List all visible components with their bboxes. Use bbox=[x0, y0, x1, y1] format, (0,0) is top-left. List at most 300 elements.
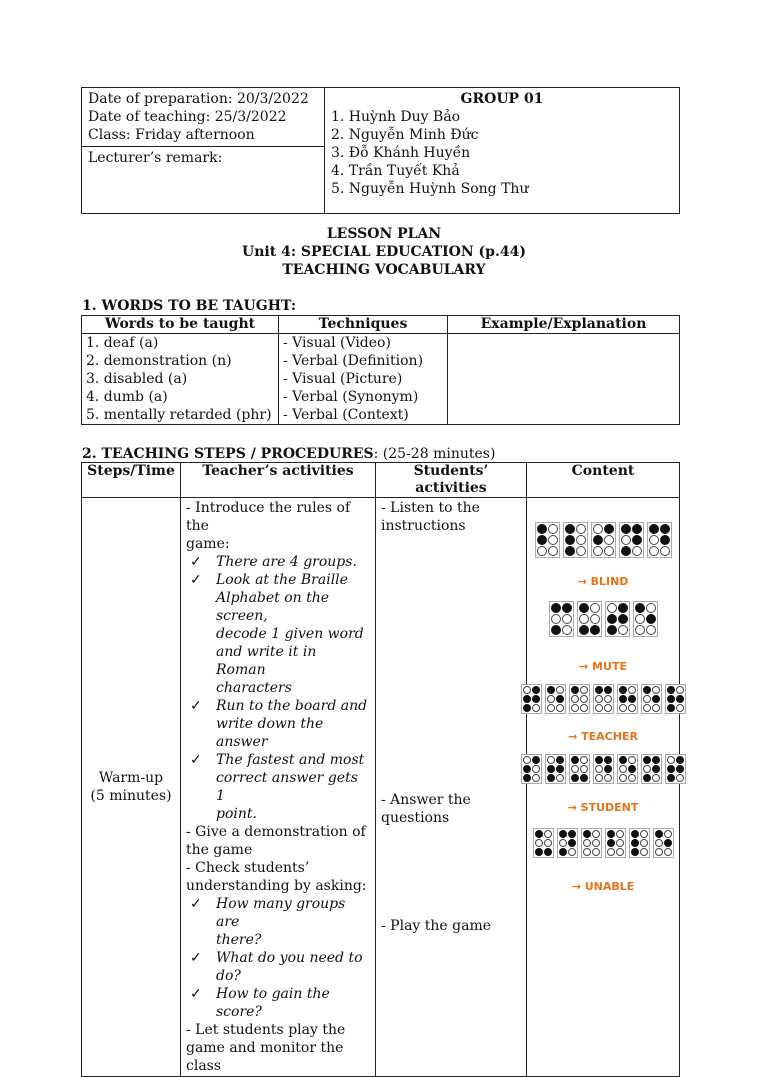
check-icon: ✓ bbox=[190, 752, 202, 768]
word-item: 3. disabled (a) bbox=[86, 371, 188, 387]
steps-table bbox=[81, 462, 680, 1077]
rule-text: correct answer gets 1 bbox=[216, 770, 358, 804]
question-item bbox=[186, 949, 370, 985]
braille-dot bbox=[667, 695, 675, 703]
demo-line: the game bbox=[186, 842, 253, 858]
braille-dot bbox=[616, 839, 624, 847]
word-item: 2. demonstration (n) bbox=[86, 353, 232, 369]
braille-dot bbox=[604, 686, 612, 694]
answer-unable: → UNABLE bbox=[571, 880, 635, 893]
check-icon: ✓ bbox=[190, 986, 202, 1002]
answer-line: questions bbox=[381, 810, 450, 826]
braille-dot bbox=[579, 614, 589, 624]
words-list bbox=[82, 334, 279, 425]
braille-cell bbox=[653, 828, 674, 858]
braille-dot bbox=[676, 695, 684, 703]
braille-dot bbox=[576, 524, 586, 534]
braille-dot bbox=[652, 774, 660, 782]
braille-dot bbox=[643, 704, 651, 712]
braille-dot bbox=[619, 695, 627, 703]
demo-line: - Give a demonstration of bbox=[186, 824, 366, 840]
rule-text: Look at the Braille bbox=[216, 572, 348, 588]
braille-dot bbox=[556, 686, 564, 694]
braille-dot bbox=[535, 848, 543, 856]
braille-dot bbox=[568, 839, 576, 847]
braille-cell bbox=[617, 684, 638, 714]
rule-text: point. bbox=[216, 806, 257, 822]
braille-dot bbox=[652, 765, 660, 773]
braille-cell bbox=[593, 754, 614, 784]
braille-cell bbox=[591, 522, 616, 558]
rule-text: decode 1 given word bbox=[216, 626, 364, 642]
braille-dot bbox=[544, 839, 552, 847]
braille-dot bbox=[618, 603, 628, 613]
steps-header: Steps/Time bbox=[82, 463, 181, 498]
braille-dot bbox=[523, 695, 531, 703]
braille-dot bbox=[649, 546, 659, 556]
braille-dot bbox=[544, 830, 552, 838]
braille-dot bbox=[595, 695, 603, 703]
braille-dot bbox=[547, 765, 555, 773]
question-text: do? bbox=[216, 968, 241, 984]
braille-dot bbox=[551, 625, 561, 635]
braille-dot bbox=[595, 686, 603, 694]
braille-dot bbox=[595, 756, 603, 764]
braille-cell bbox=[647, 522, 672, 558]
braille-dot bbox=[547, 774, 555, 782]
braille-dot bbox=[652, 695, 660, 703]
braille-dot bbox=[628, 774, 636, 782]
braille-cell bbox=[619, 522, 644, 558]
braille-dot bbox=[604, 546, 614, 556]
rule-text: The fastest and most bbox=[216, 752, 365, 768]
example-cell bbox=[448, 334, 680, 425]
braille-dot bbox=[631, 839, 639, 847]
example-header: Example/Explanation bbox=[448, 316, 680, 334]
braille-dot bbox=[592, 830, 600, 838]
braille-dot bbox=[667, 756, 675, 764]
braille-dot bbox=[537, 535, 547, 545]
braille-cell bbox=[633, 601, 658, 637]
rule-item bbox=[186, 751, 370, 823]
braille-word-4 bbox=[527, 754, 679, 784]
braille-dot bbox=[548, 535, 558, 545]
braille-cell bbox=[641, 684, 662, 714]
braille-cell bbox=[569, 754, 590, 784]
rule-text: write down the answer bbox=[216, 716, 324, 750]
answer-blind: → BLIND bbox=[577, 575, 629, 588]
braille-cell bbox=[665, 754, 686, 784]
braille-dot bbox=[607, 603, 617, 613]
braille-dot bbox=[532, 756, 540, 764]
braille-dot bbox=[576, 546, 586, 556]
braille-cell bbox=[533, 828, 554, 858]
braille-dot bbox=[559, 830, 567, 838]
technique-item: - Verbal (Definition) bbox=[283, 353, 424, 369]
braille-dot bbox=[595, 774, 603, 782]
braille-dot bbox=[590, 603, 600, 613]
braille-word-2 bbox=[527, 601, 679, 637]
techniques-header: Techniques bbox=[279, 316, 448, 334]
rule-item bbox=[186, 553, 370, 571]
braille-dot bbox=[580, 704, 588, 712]
section-1-heading: 1. WORDS TO BE TAUGHT: bbox=[82, 298, 297, 314]
braille-dot bbox=[604, 756, 612, 764]
braille-cell bbox=[665, 684, 686, 714]
braille-dot bbox=[664, 830, 672, 838]
braille-dot bbox=[579, 603, 589, 613]
braille-dot bbox=[631, 830, 639, 838]
braille-dot bbox=[632, 546, 642, 556]
braille-dot bbox=[619, 756, 627, 764]
braille-dot bbox=[607, 625, 617, 635]
braille-dot bbox=[568, 830, 576, 838]
rule-text: characters bbox=[216, 680, 292, 696]
braille-dot bbox=[664, 839, 672, 847]
students-activities bbox=[376, 498, 527, 1077]
remark-cell bbox=[82, 147, 325, 214]
braille-dot bbox=[547, 704, 555, 712]
braille-dot bbox=[635, 614, 645, 624]
content-header: Content bbox=[527, 463, 680, 498]
member-4: 4. Trần Tuyết Khả bbox=[331, 163, 460, 179]
braille-dot bbox=[655, 848, 663, 856]
braille-word-3 bbox=[527, 684, 679, 714]
braille-dot bbox=[646, 603, 656, 613]
braille-dot bbox=[583, 830, 591, 838]
braille-dot bbox=[652, 756, 660, 764]
check-line: understanding by asking: bbox=[186, 878, 367, 894]
braille-dot bbox=[628, 704, 636, 712]
braille-dot bbox=[580, 765, 588, 773]
braille-dot bbox=[562, 603, 572, 613]
question-text: How to gain the score? bbox=[216, 986, 330, 1020]
braille-cell bbox=[521, 754, 542, 784]
answer-student: → STUDENT bbox=[567, 801, 639, 814]
braille-dot bbox=[640, 839, 648, 847]
braille-dot bbox=[664, 848, 672, 856]
section-2-duration: : (25-28 minutes) bbox=[373, 446, 496, 462]
check-icon: ✓ bbox=[190, 896, 202, 912]
words-header: Words to be taught bbox=[82, 316, 279, 334]
section-2-bold: 2. TEACHING STEPS / PROCEDURES bbox=[82, 446, 374, 462]
techniques-list bbox=[279, 334, 448, 425]
braille-dot bbox=[640, 830, 648, 838]
braille-cell bbox=[535, 522, 560, 558]
member-3: 3. Đỗ Khánh Huyền bbox=[331, 145, 471, 161]
braille-dot bbox=[547, 756, 555, 764]
word-item: 5. mentally retarded (phr) bbox=[86, 407, 272, 423]
member-5: 5. Nguyễn Huỳnh Song Thư bbox=[331, 181, 529, 197]
prep-info-cell bbox=[82, 88, 325, 147]
braille-dot bbox=[676, 756, 684, 764]
braille-dot bbox=[571, 765, 579, 773]
braille-dot bbox=[604, 695, 612, 703]
play-line: - Let students play the bbox=[186, 1022, 346, 1038]
braille-dot bbox=[676, 765, 684, 773]
braille-dot bbox=[559, 848, 567, 856]
date-of-preparation: Date of preparation: 20/3/2022 bbox=[88, 91, 309, 107]
braille-dot bbox=[676, 686, 684, 694]
braille-dot bbox=[635, 625, 645, 635]
question-item bbox=[186, 895, 370, 949]
braille-dot bbox=[559, 839, 567, 847]
braille-dot bbox=[580, 686, 588, 694]
braille-dot bbox=[619, 686, 627, 694]
braille-dot bbox=[580, 756, 588, 764]
class-info: Class: Friday afternoon bbox=[88, 127, 255, 143]
braille-dot bbox=[547, 686, 555, 694]
braille-cell bbox=[557, 828, 578, 858]
students-header: Students’ activities bbox=[376, 463, 527, 498]
braille-dot bbox=[556, 774, 564, 782]
braille-dot bbox=[631, 848, 639, 856]
braille-dot bbox=[604, 765, 612, 773]
braille-cell bbox=[521, 684, 542, 714]
technique-item: - Verbal (Context) bbox=[283, 407, 409, 423]
braille-dot bbox=[640, 848, 648, 856]
braille-dot bbox=[652, 686, 660, 694]
braille-dot bbox=[532, 686, 540, 694]
braille-dot bbox=[607, 848, 615, 856]
braille-dot bbox=[619, 765, 627, 773]
section-2-heading bbox=[82, 445, 495, 463]
braille-dot bbox=[621, 546, 631, 556]
braille-dot bbox=[523, 686, 531, 694]
braille-dot bbox=[565, 535, 575, 545]
braille-dot bbox=[556, 704, 564, 712]
braille-dot bbox=[532, 765, 540, 773]
braille-dot bbox=[535, 839, 543, 847]
braille-dot bbox=[655, 830, 663, 838]
braille-dot bbox=[646, 625, 656, 635]
braille-dot bbox=[676, 774, 684, 782]
rule-text: There are 4 groups. bbox=[216, 554, 357, 570]
step-cell bbox=[82, 498, 181, 1077]
braille-dot bbox=[568, 848, 576, 856]
braille-dot bbox=[632, 535, 642, 545]
rule-item bbox=[186, 697, 370, 751]
braille-cell bbox=[605, 828, 626, 858]
question-item bbox=[186, 985, 370, 1021]
question-text: How many groups are bbox=[216, 896, 346, 930]
braille-dot bbox=[667, 774, 675, 782]
braille-cell bbox=[577, 601, 602, 637]
braille-dot bbox=[607, 839, 615, 847]
braille-dot bbox=[556, 765, 564, 773]
braille-dot bbox=[604, 524, 614, 534]
teacher-activities bbox=[181, 498, 376, 1077]
braille-dot bbox=[583, 848, 591, 856]
braille-dot bbox=[565, 524, 575, 534]
check-icon: ✓ bbox=[190, 698, 202, 714]
braille-dot bbox=[621, 535, 631, 545]
group-title: GROUP 01 bbox=[460, 91, 544, 107]
answer-mute: → MUTE bbox=[579, 660, 627, 673]
question-text: What do you need to bbox=[216, 950, 363, 966]
braille-dot bbox=[628, 765, 636, 773]
words-table bbox=[81, 315, 680, 425]
braille-dot bbox=[619, 774, 627, 782]
braille-dot bbox=[632, 524, 642, 534]
rule-text: Alphabet on the screen, bbox=[216, 590, 330, 624]
braille-dot bbox=[660, 535, 670, 545]
step-time: (5 minutes) bbox=[90, 788, 172, 804]
listen-line: - Listen to the bbox=[381, 500, 480, 516]
braille-dot bbox=[621, 524, 631, 534]
braille-cell bbox=[581, 828, 602, 858]
braille-dot bbox=[652, 704, 660, 712]
braille-dot bbox=[616, 848, 624, 856]
braille-dot bbox=[618, 614, 628, 624]
braille-dot bbox=[535, 830, 543, 838]
braille-dot bbox=[643, 686, 651, 694]
braille-dot bbox=[576, 535, 586, 545]
braille-dot bbox=[604, 704, 612, 712]
listen-line: instructions bbox=[381, 518, 466, 534]
braille-dot bbox=[643, 774, 651, 782]
braille-dot bbox=[579, 625, 589, 635]
braille-dot bbox=[548, 546, 558, 556]
braille-dot bbox=[593, 535, 603, 545]
word-item: 1. deaf (a) bbox=[86, 335, 159, 351]
answer-line: - Answer the bbox=[381, 792, 471, 808]
braille-dot bbox=[593, 546, 603, 556]
braille-dot bbox=[604, 774, 612, 782]
play-game-line: - Play the game bbox=[381, 918, 492, 934]
braille-dot bbox=[607, 614, 617, 624]
braille-dot bbox=[667, 765, 675, 773]
check-icon: ✓ bbox=[190, 554, 202, 570]
braille-dot bbox=[593, 524, 603, 534]
braille-dot bbox=[643, 756, 651, 764]
word-item: 4. dumb (a) bbox=[86, 389, 168, 405]
lesson-plan-title: LESSON PLAN bbox=[326, 226, 442, 242]
member-2: 2. Nguyễn Minh Đức bbox=[331, 127, 479, 143]
braille-dot bbox=[523, 774, 531, 782]
step-name: Warm-up bbox=[98, 770, 164, 786]
braille-dot bbox=[667, 686, 675, 694]
braille-dot bbox=[571, 686, 579, 694]
braille-dot bbox=[618, 625, 628, 635]
check-line: - Check students’ bbox=[186, 860, 310, 876]
technique-item: - Verbal (Synonym) bbox=[283, 389, 419, 405]
intro-line: game: bbox=[186, 536, 230, 552]
braille-dot bbox=[571, 756, 579, 764]
braille-dot bbox=[595, 704, 603, 712]
braille-dot bbox=[532, 774, 540, 782]
braille-dot bbox=[643, 695, 651, 703]
member-1: 1. Huỳnh Duy Bảo bbox=[331, 109, 461, 125]
play-line: game and monitor the class bbox=[186, 1040, 344, 1074]
braille-dot bbox=[649, 535, 659, 545]
braille-dot bbox=[580, 774, 588, 782]
rule-text: Run to the board and bbox=[216, 698, 368, 714]
braille-cell bbox=[545, 754, 566, 784]
braille-cell bbox=[605, 601, 630, 637]
date-of-teaching: Date of teaching: 25/3/2022 bbox=[88, 109, 287, 125]
braille-dot bbox=[523, 704, 531, 712]
braille-dot bbox=[616, 830, 624, 838]
teaching-vocab-title: TEACHING VOCABULARY bbox=[282, 262, 486, 278]
braille-dot bbox=[660, 546, 670, 556]
braille-word-5 bbox=[527, 828, 679, 858]
header-table bbox=[81, 87, 680, 214]
braille-dot bbox=[580, 695, 588, 703]
braille-word-1 bbox=[527, 522, 679, 558]
braille-dot bbox=[619, 704, 627, 712]
braille-dot bbox=[537, 524, 547, 534]
braille-dot bbox=[571, 695, 579, 703]
braille-dot bbox=[646, 614, 656, 624]
check-icon: ✓ bbox=[190, 572, 202, 588]
group-cell bbox=[325, 88, 680, 214]
braille-cell bbox=[563, 522, 588, 558]
braille-dot bbox=[676, 704, 684, 712]
braille-dot bbox=[649, 524, 659, 534]
braille-dot bbox=[628, 686, 636, 694]
braille-cell bbox=[617, 754, 638, 784]
braille-dot bbox=[590, 625, 600, 635]
braille-dot bbox=[643, 765, 651, 773]
braille-dot bbox=[571, 704, 579, 712]
question-text: there? bbox=[216, 932, 262, 948]
braille-dot bbox=[544, 848, 552, 856]
braille-cell bbox=[629, 828, 650, 858]
braille-cell bbox=[549, 601, 574, 637]
braille-dot bbox=[548, 524, 558, 534]
answer-teacher: → TEACHER bbox=[568, 730, 638, 743]
braille-dot bbox=[592, 839, 600, 847]
intro-line: - Introduce the rules of the bbox=[186, 500, 351, 534]
braille-dot bbox=[604, 535, 614, 545]
braille-dot bbox=[562, 625, 572, 635]
braille-dot bbox=[523, 765, 531, 773]
braille-cell bbox=[545, 684, 566, 714]
braille-dot bbox=[551, 614, 561, 624]
unit-title: Unit 4: SPECIAL EDUCATION (p.44) bbox=[242, 244, 526, 260]
technique-item: - Visual (Video) bbox=[283, 335, 391, 351]
braille-dot bbox=[592, 848, 600, 856]
braille-dot bbox=[607, 830, 615, 838]
braille-dot bbox=[583, 839, 591, 847]
braille-dot bbox=[635, 603, 645, 613]
braille-dot bbox=[547, 695, 555, 703]
braille-dot bbox=[660, 524, 670, 534]
braille-dot bbox=[523, 756, 531, 764]
braille-dot bbox=[551, 603, 561, 613]
braille-dot bbox=[565, 546, 575, 556]
braille-dot bbox=[532, 704, 540, 712]
braille-dot bbox=[655, 839, 663, 847]
braille-cell bbox=[641, 754, 662, 784]
braille-dot bbox=[532, 695, 540, 703]
braille-dot bbox=[595, 765, 603, 773]
braille-dot bbox=[628, 695, 636, 703]
braille-dot bbox=[590, 614, 600, 624]
braille-cell bbox=[593, 684, 614, 714]
braille-dot bbox=[556, 756, 564, 764]
braille-dot bbox=[628, 756, 636, 764]
braille-dot bbox=[537, 546, 547, 556]
braille-dot bbox=[562, 614, 572, 624]
braille-dot bbox=[556, 695, 564, 703]
braille-cell bbox=[569, 684, 590, 714]
teacher-header: Teacher’s activities bbox=[181, 463, 376, 498]
rule-text: and write it in Roman bbox=[216, 644, 317, 678]
rule-item bbox=[186, 571, 370, 697]
technique-item: - Visual (Picture) bbox=[283, 371, 403, 387]
